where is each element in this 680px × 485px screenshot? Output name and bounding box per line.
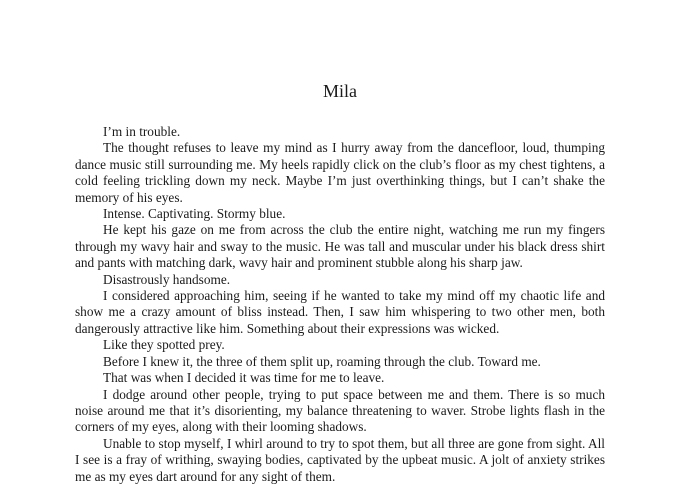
paragraph: I dodge around other people, trying to put space between me and them. There is so much noise around me that it’s disorienting, my balance threatening to waver. Strobe lights flash in the corners of my eyes, along with their looming shadows. [75, 386, 605, 435]
chapter-title: Mila [323, 81, 357, 101]
paragraph: He kept his gaze on me from across the club the entire night, watching me run my fingers through my wavy hair and sway to the music. He was tall and muscular under his black dress shirt and pants with matching dark, wavy hair and prominent stubble along his sharp jaw. [75, 222, 605, 271]
paragraph: Disastrously handsome. [103, 271, 231, 287]
paragraph: The thought refuses to leave my mind as I hurry away from the dancefloor, loud, thumping dance music still surrounding me. My heels rapidly click on the club’s floor as my chest tightens, a cold feeling trickling down my neck. Maybe I’m just overthinking things, but I can’t shake the memory of his eyes. [75, 140, 605, 205]
paragraph: That was when I decided it was time for me to leave. [103, 370, 385, 386]
paragraph: I considered approaching him, seeing if he wanted to take my mind off my chaotic life and show me a crazy amount of bliss instead. Then, I saw him whispering to two other men, both dangerously attractive like him. Something about their expressions was wicked. [75, 288, 605, 336]
chapter-body [75, 124, 605, 485]
paragraph: Before I knew it, the three of them split up, roaming through the club. Toward me. [103, 353, 541, 369]
paragraph: Unable to stop myself, I whirl around to try to spot them, but all three are gone from sight. All I see is a fray of writhing, swaying bodies, captivated by the upbeat music. A jolt of anxiety strikes me as my eyes dart around for any sight of them. [75, 435, 605, 484]
paragraph: I’m in trouble. [103, 124, 181, 139]
paragraph: Like they spotted prey. [103, 337, 225, 353]
paragraph: Intense. Captivating. Stormy blue. [103, 206, 286, 222]
